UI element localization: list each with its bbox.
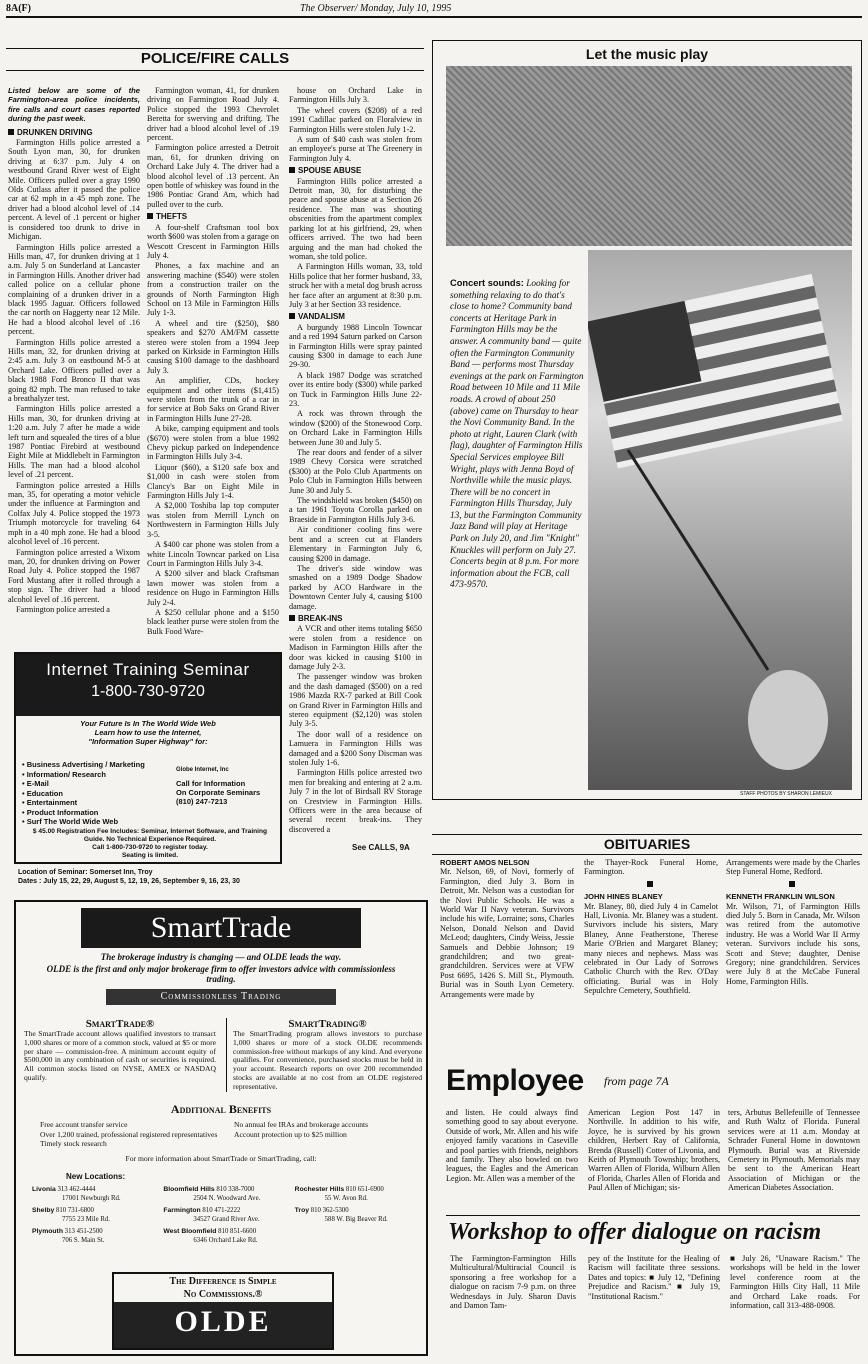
police-paragraph: A $2,000 Toshiba lap top computer was stolen from Merrill Lynch on Northwestern in Farmington Hills July 3-5. [147,501,279,539]
police-col-1-body [8,128,140,615]
location-address: 706 S. Main St. [62,1236,105,1244]
police-col-2-body [147,86,279,636]
call-2: On Corporate Seminars [176,788,261,797]
olde-logo: OLDE [174,1305,272,1338]
police-paragraph: Farmington Hills police arrested a Hills man, 47, for drunken driving at 1 a.m. July 5 on Sunderland at Lancaster in Farmington Hills. Another driver had called police on a cellular phone complaining of a drunken driver in a black 1995 Jaguar. Officers followed the car north on Haggerty near 12 Mile. He had a blood alcohol level of .16 percent. [8,242,140,337]
difference-text: The Difference is Simple [114,1274,332,1289]
location-item [32,1186,153,1203]
location-address: 55 W. Avon Rd. [324,1194,368,1202]
police-paragraph: The driver's side window was smashed on a 1989 Dodge Shadow parked by ACO Hardware in the Downtown Center July 4, causing $100 damage. [289,563,422,611]
location-phone: 313 462-4444 [57,1186,96,1193]
smarttrade-col-1 [24,1018,216,1083]
employee-col-2 [588,1108,720,1208]
caption-body: Looking for something relaxing to do that's close to home? Community band concerts at Heritage Park in Farmington Hills may be the answer. A community band — quite often the Farmington Community Band — performs most Thursday evenings at the park on Farmington Road between 10 Mile and 11 Mile roads. A crowd of about 250 (above) came on Thursday to hear the Novi Community Band. In the photo at right, Lauren Clark (with flag), daughter of Farmington Hills Special Services employee Bill Wright, plays with Jenna Boyd of Northville while the music plays. There will be no concert in Farmington Hills Thursday, July 13, but the Farmington Community Jazz Band will play at Heritage Park on July 20, and Jim "Knight" Knuckles will perform on July 27. Concerts begin at 8 p.m. For more information about the FCB, call 473-9570. [450,279,584,591]
internet-ad-item: • Business Advertising / Marketing [22,760,145,770]
workshop-col-1 [450,1254,576,1354]
police-paragraph: Farmington police arrested a Wixom man, 20, for drunken driving on Power Road July 4. Police stopped the 1987 Ford Mustang after it rolled through a stop sign. The driver had a blood alcohol level of .16 percent. [8,547,140,604]
employee-from: from page 7A [604,1074,669,1088]
obit-text-1: Mr. Nelson, 69, of Novi, formerly of Farmington, died July 3. Born in Detroit, Mr. Nelson was a custodian for the Novi Public Schools. He was a World War II Navy veteran. Survivors include his wife, Lorraine; sons, Charles Nelson, Donald Nelson and David McLeod; daughters, Cindy Weiss, Jessie Samuels and Debbie Johnson; 19 grandchildren; and two great-grandchildren. Services were at VFW Post 6695, 1426 S. Mill St., Plymouth. Burial was in South Lyon Cemetery. Arrangements were made by [440,867,574,999]
police-subhead-text: SPOUSE ABUSE [298,166,362,176]
police-paragraph: The rear doors and fender of a silver 1989 Chevy Corsica were scratched ($300) at the Polo Club Apartments on Polo Club in Farmington Hills between June 30 and July 5. [289,448,422,495]
location-item [295,1207,416,1224]
police-paragraph: A rock was thrown through the window ($200) of the Stonewood Corp. on Orchard Lake in Farmington Hills between June 30 and July 5. [289,409,422,447]
workshop-rule [446,1215,860,1216]
smarttrade-ad [14,900,428,1356]
police-paragraph: Farmington Hills police arrested a South Lyon man, 30, for drunken driving at 6:37 p.m. July 4 on westbound Grand River west of Eight Mile. Officers pulled over a gray 1990 Olds Cutlass after it passed the police car at 62 mph in a 45 mph zone. The driver had a blood alcohol level of .14 percent. A level of .1 percent or higher is considered too drunk to drive in Michigan. [8,138,140,242]
obit-name-3: KENNETH FRANKLIN WILSON [726,892,835,902]
obit-text-2: Mr. Blaney, 80, died July 4 in Camelot Hall, Livonia. Mr. Blaney was a student. Survivors include his sisters, Mary Blaney, Anne Featherstone, Therese Marie O'Brien and Margaret Blaney; many nieces and nephews. Mass was celebrated in Our Lady of Sorrows Catholic Church with the Rev. O'Day officiating. Burial was in Holy Sepulchre Cemetery, Southfield. [584,901,718,996]
fee-text: $ 45.00 Registration Fee Includes: Seminar, Internet Software, and Training Guide. No Technical Experience Required. [32,828,268,843]
location-item [163,1207,284,1224]
obit-divider-2 [584,880,718,889]
workshop-text-3: ■ July 26, "Unaware Racism." The workshops will be held in the lower level conference room at the Farmington Hills City Hall, 11 Mile and Orchard Lake roads. For information, call 313-488-0908. [730,1254,860,1311]
workshop-col-3 [730,1254,860,1354]
police-paragraph: The door wall of a residence on Lamuera in Farmington Hills was damaged and a $200 Sony Discman was stolen July 1-6. [289,729,422,768]
obit-name-2: JOHN HINES BLANEY [584,892,663,902]
crowd-photo [446,66,852,246]
police-paragraph: A wheel and tire ($250), $80 speakers and $270 AM/FM cassette stereo were stolen from a 1994 Jeep parked on Kirkside in Farmington Hills causing $100 damage to the dashboard July 3. [147,318,279,375]
benefit-item: No annual fee IRAs and brokerage accounts [234,1120,369,1129]
location-phone: 313 451-2500 [64,1228,103,1235]
police-paragraph: Air conditioner cooling fins were bent and a screen cut at Flanders Elementary in Farmington July 6, causing $200 in damage. [289,525,422,563]
location-city: Troy [294,1207,310,1214]
photo-credit: STAFF PHOTOS BY SHARON LEMIEUX [740,791,832,797]
employee-text-3: ters, Arbutus Bellefeuille of Tennessee and Ruth Waltz of Florida. Funeral services were at 11 a.m. Monday at Schrader Funeral Home in downtown Plymouth. Burial was at Riverside Cemetery in Plymouth. Memorials may be sent to the American Heart Association of Michigan or the American Diabetes Association. [728,1108,860,1193]
police-intro: Listed below are some of the Farmington-area police incidents, fire calls and court cases reported during the past week. [8,86,140,124]
smarttrade-col2-text: The SmartTrading program allows investors to purchase 1,000 shares or more of a stock OLDE recommends commission-free without markups of any kind. And everyone qualifies. For convenience, purchased stocks must be held in your account. Research reports on over 200 recommended stocks are available at no cost from an OLDE registered representative. [233,1029,422,1091]
music-title: Let the music play [585,46,709,62]
obit-text-3: Mr. Wilson, 71, of Farmington Hills died July 5. Born in Canada, Mr. Wilson was retired from the automotive industry. He was a World War II Army veteran. Survivors include his sons, Scott and Steve; daughter, Denise Gregory; nine grandchildren. Services were July 8 at the McCabe Funeral Home, Farmington Hills. [726,901,860,986]
police-paragraph: A $250 cellular phone and a $150 black leather purse were stolen from the Bulk Food Ware- [147,607,279,636]
internet-ad-item: • Information/ Research [22,770,145,780]
police-subhead [289,166,422,175]
internet-ad-item: • Surf The World Wide Web [22,817,145,827]
police-paragraph: An amplifier, CDs, hockey equipment and other items ($1,415) were stolen from the trunk of a car in for service at Bob Saks on Grand River in Farmington Hills June 27-28. [147,376,279,423]
see-calls-link[interactable]: See CALLS, 9A [352,843,410,852]
benefit-item: Free account transfer service [40,1120,128,1129]
police-subhead-text: DRUNKEN DRIVING [17,127,93,137]
seating-text: Seating is limited. [121,852,179,859]
smarttrade-tag2: OLDE is the first and only major brokerage firm to offer investors advice with commissionless trading. [46,964,396,984]
police-rule-bottom [6,70,424,71]
police-paragraph: A $200 silver and black Craftsman lawn mower was stolen from a residence on Hugo in Farmington Hills July 2-4. [147,569,279,607]
location-address: 7755 23 Mile Rd. [62,1215,110,1223]
internet-ad-location: Location of Seminar: Somerset Inn, Troy [18,869,153,876]
police-title: POLICE/FIRE CALLS [140,50,290,67]
obit-rule-bottom [432,854,862,855]
employee-title: Employee [446,1064,584,1097]
employee-text-2: American Legion Post 147 in Northville. In addition to his wife, Joyce, he is survived by his grown children, Herbert Ray of California, Brenda (Russell) Cotter of Livonia, and Keith of Plymouth Township; brothers, Warren Allen of Florida, Wilburn Allen of Florida, Charles Allen of Florida and Paul Allen of Michigan; sis- [588,1108,720,1193]
benefits-title: Additional Benefits [170,1102,272,1116]
sponsor-name: Globe Internet, Inc [176,767,229,773]
obit-name-1: ROBERT AMOS NELSON [440,858,530,867]
bullet-square-icon [147,213,153,219]
page-number: 8A(F) [6,3,31,14]
police-paragraph: A Farmington Hills woman, 33, told Hills police that her former husband, 33, struck her with a metal dog brush across her face after an argument at 8:30 p.m. July 3 at her Section 33 residence. [289,262,422,309]
internet-ad-item: • Product Information [22,808,145,818]
bullet-square-icon [289,167,295,173]
police-paragraph: A four-shelf Craftsman tool box worth $600 was stolen from a garage on Wescott Crescent in Farmington Hills July 4. [147,222,279,260]
police-rule-top [6,48,424,49]
music-caption [450,278,584,592]
police-paragraph: house on Orchard Lake in Farmington Hills July 3. [289,86,422,105]
internet-ad-banner [16,654,280,716]
difference-box [112,1272,334,1350]
location-address: 34527 Grand River Ave. [193,1215,260,1223]
location-address: 2504 N. Woodward Ave. [193,1194,261,1202]
tagline-1: Your Future Is In The World Wide Web [80,719,216,728]
more-info: For more information about SmartTrade or SmartTrading, call: [125,1154,317,1163]
location-city: Bloomfield Hills [163,1186,215,1193]
locations-grid [32,1186,416,1245]
police-paragraph: Farmington woman, 41, for drunken driving on Farmington Road July 4. Police stopped the 1993 Chevrolet Beretta for swerving and drifting. The driver had a blood alcohol level of .19 percent. [147,86,279,143]
register-text: Call 1-800-730-9720 to register today. [92,844,208,851]
obit-text-3-top: Arrangements were made by the Charles Step Funeral Home, Redford. [726,858,860,877]
obit-title: OBITUARIES [603,836,691,852]
internet-ad-dates: Dates : July 15, 22, 29, August 5, 12, 19, 26, September 9, 16, 23, 30 [18,878,240,885]
call-1: Call for Information [176,779,246,788]
workshop-title: Workshop to offer dialogue on racism [448,1219,822,1245]
location-item [163,1228,284,1245]
workshop-text-1: The Farmington-Farmington Hills Multicultural/Multiracial Council is sponsoring a free workshop for a dialogue on racism 7-9 p.m. on three Wednesdays in July. Sharon Davis and Damon Tam- [450,1254,576,1311]
internet-ad-title: Internet Training Seminar [46,660,250,679]
flag-photo [588,250,852,790]
obit-col-3 [726,858,860,1008]
location-phone: 810 471-2222 [202,1207,241,1214]
police-subhead [8,128,140,137]
location-address: 6346 Orchard Lake Rd. [193,1236,258,1244]
bullet-square-icon [8,129,14,135]
police-paragraph: A VCR and other items totaling $650 were stolen from a residence on Madison in Farmington Hills after the door was kicked in causing $100 in damage July 2-3. [289,624,422,671]
police-paragraph: Farmington Hills police arrested two men for breaking and entering at 2 a.m. July 7 in the lot of Birdsall RV Storage on Crestview in Farmington Hills. Officers were in the area because of several recent break-ins. They discovered a [289,768,422,834]
police-subhead-text: THEFTS [156,212,188,222]
internet-ad [14,652,282,864]
employee-text-1: and listen. He could always find something good to say about everyone. Outside of work, Mr. Allen and his wife enjoyed family vacations in Caseville and pool parties with friends, neighbors and family. They also bowled on two leagues, the Eagles and the American Legion. Mr. Allen was a member of the [446,1108,578,1183]
tagline-2: Learn how to use the Internet, [94,728,202,737]
workshop-text-2: pey of the Institute for the Healing of Racism will facilitate three sessions. Dates and topics: ■ July 12, "Defining Prejudice and Racism." ■ July 19, "Institutional Racism." [588,1254,720,1301]
police-paragraph: The windshield was broken ($450) on a tan 1961 Toyota Corolla parked on Braeside in Farmington Hills July 3-6. [289,496,422,524]
location-phone: 810 362-5300 [310,1207,349,1214]
police-paragraph: The passenger window was broken and the dash damaged ($500) on a red 1986 Mazda RX-7 parked at Bill Cook on Grand River in Farmington Hills and stereo equipment ($2,120) was stolen July 3-5. [289,672,422,729]
internet-ad-item: • Entertainment [22,798,145,808]
benefit-item: Over 1,200 trained, professional registered representatives [40,1129,218,1139]
call-3: (810) 247-7213 [176,797,228,806]
employee-col-3 [728,1108,860,1208]
police-subhead-text: BREAK-INS [298,613,343,623]
police-paragraph: A burgundy 1988 Lincoln Towncar and a red 1994 Saturn parked on Carson in Farmington Hills were spray painted causing $300 in damage to each June 29-30. [289,322,422,370]
internet-ad-phone: 1-800-730-9720 [91,683,205,700]
smarttrade-col2-title: SmartTrading® [288,1018,367,1030]
location-address: 588 W. Big Beaver Rd. [324,1215,388,1223]
location-item [32,1228,153,1245]
location-item [32,1207,153,1224]
caption-lead: Concert sounds: [450,278,524,288]
location-phone: 810 731-6800 [56,1207,94,1214]
internet-ad-fee [22,828,278,860]
header-rule [6,16,862,18]
location-city: West Bloomfield [163,1228,217,1235]
bullet-square-icon [289,313,295,319]
obit-col-2 [584,858,718,1008]
location-city: Shelby [32,1207,55,1214]
obit-text-2-top: the Thayer-Rock Funeral Home, Farmington. [584,858,718,877]
employee-col-1 [446,1108,578,1208]
obit-col-1 [440,858,574,1008]
police-subhead [289,614,422,623]
police-paragraph: A $400 car phone was stolen from a white Lincoln Towncar parked on Lisa Court in Farmington Hills July 3-4. [147,540,279,568]
benefit-item: Account protection up to $25 million [234,1129,347,1139]
police-subhead [289,312,422,321]
bullet-square-icon [289,615,295,621]
location-address: 17001 Newburgh Rd. [62,1194,121,1202]
police-paragraph: Farmington police arrested a Detroit man, 61, for drunken driving on Orchard Lake July 4. The driver had a blood alcohol level of .13 percent. An open bottle of whiskey was found in the 1986 Pontiac Grand Am, which had pulled over to the curb. [147,143,279,209]
flag-icon [588,250,852,790]
police-paragraph: Liquor ($60), a $120 safe box and $1,000 in cash were stolen from Clancy's Bar on Eight Mile in Farmington Hills July 1-4. [147,462,279,501]
police-paragraph: A bike, camping equipment and tools ($670) were stolen from a blue 1992 Chevy pickup parked on Independence in Farmington Hills July 3-4. [147,424,279,462]
police-col-1 [8,86,140,644]
police-paragraph: Farmington Hills police arrested a Detroit man, 30, for disturbing the peace and spouse abuse at a Section 26 residence. The man was shouting obscenities from the apartment complex parking lot at his girlfriend, 29, when officers arrived. The two had been arguing and the man had choked the woman, she told police. [289,176,422,261]
police-subhead-text: VANDALISM [298,312,345,322]
internet-ad-item: • Education [22,789,145,799]
police-paragraph: Farmington Hills police arrested a Hills man, 32, for drunken driving at 2:45 a.m. July 3 on eastbound M-5 at Orchard Lake. Officers pulled over a black 1988 Ford Bronco II that was going 82 mph. The man refused to take a breathalyzer test. [8,337,140,403]
police-paragraph: Farmington police arrested a [16,604,110,614]
benefits-list [32,1120,412,1149]
police-paragraph: A black 1987 Dodge was scratched over its entire body ($300) while parked on Tuck in Farmington Hills June 22-23. [289,370,422,408]
masthead: The Observer/ Monday, July 10, 1995 [300,3,452,14]
police-paragraph: Farmington police arrested a Hills man, 35, for operating a motor vehicle under the influence at Farmington and Colfax July 4. Police stopped the 1973 Triumph motorcycle for traveling 64 mph in a 40 mph zone. He had a blood alcohol level of .16 percent. [8,480,140,547]
smarttrade-col-2 [226,1018,422,1092]
police-col-2 [147,86,279,644]
location-item [295,1186,416,1203]
location-city: Plymouth [32,1228,63,1235]
location-item [163,1186,284,1203]
police-paragraph: The wheel covers ($208) of a red 1991 Cadillac parked on Floralview in Farmington Hills were stolen July 1-2. [289,105,422,134]
workshop-col-2 [588,1254,720,1354]
benefit-item: Timely stock research [40,1139,107,1148]
internet-ad-item: • E-Mail [22,779,145,789]
tagline-3: "Information Super Highway" for: [88,737,208,746]
location-city: Livonia [32,1186,56,1193]
location-phone: 810 338-7000 [216,1186,255,1193]
internet-ad-sponsor [176,766,260,806]
smarttrade-col1-title: SmartTrade® [85,1018,155,1030]
internet-ad-tagline [16,719,280,746]
smarttrade-tag1: The brokerage industry is changing — and OLDE leads the way. [100,952,342,962]
police-col-3-body [289,86,422,834]
police-paragraph: A sum of $40 cash was stolen from an employee's purse at The Greenery in Farmington July 4. [289,135,422,163]
difference-text-2: No Commissions.® [114,1289,332,1302]
police-paragraph: Phones, a fax machine and an answering machine ($540) were stolen from a construction trailer on the grounds of North Farmington High School on 13 Mile in Farmington Hills July 1-3. [147,261,279,318]
locations-title: New Locations: [66,1172,126,1181]
smarttrade-banner: Commissionless Trading [106,989,336,1005]
internet-ad-list [22,760,145,827]
smarttrade-col1-text: The SmartTrade account allows qualified investors to transact 1,000 shares or more of a common stock, valued at $5 or more per share — commission-free. A minimum account equity of $500,000 in any combination of cash or securities is required. All common stocks listed on NYSE, AMEX or NASDAQ qualify. [24,1029,216,1082]
obit-rule-top [432,834,862,835]
obit-divider-3 [726,880,860,889]
police-subhead [147,212,279,221]
smarttrade-logo: SmartTrade [81,908,361,948]
police-paragraph: Farmington Hills police arrested a Hills man, 30, for drunken driving at 1:20 a.m. July 7 after he made a wide left turn and squealed the tires of a blue 1987 Pontiac Firebird at westbound Eight Mile at Middlebelt in Farmington Hills. The man had a blood alcohol level of .21 percent. [8,404,140,480]
location-phone: 810 851-6600 [218,1228,257,1235]
location-city: Farmington [163,1207,201,1214]
police-col-3 [289,86,422,868]
location-city: Rochester Hills [294,1186,345,1193]
location-phone: 810 651-6900 [345,1186,384,1193]
